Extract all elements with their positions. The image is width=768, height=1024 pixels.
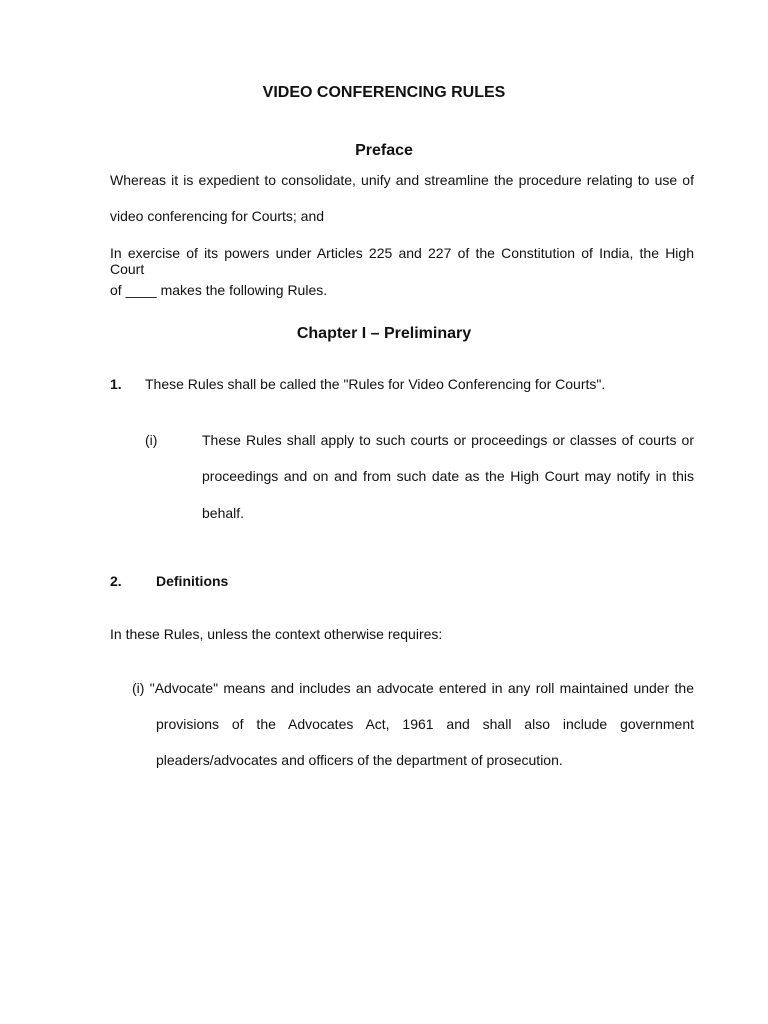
preface-heading: Preface [355, 142, 413, 159]
chapter-1-heading: Chapter I – Preliminary [296, 325, 472, 342]
rule-1-number: 1. [110, 376, 122, 392]
preface-line-3: In exercise of its powers under Articles 225 and 227 of the Constitution of India, the High Court [110, 245, 694, 277]
rule-1-sub-i-line-3: behalf. [202, 505, 245, 521]
rule-1-text: These Rules shall be called the "Rules for Video Conferencing for Courts". [145, 376, 606, 392]
definition-i-line-3: pleaders/advocates and officers of the department of prosecution. [156, 752, 563, 768]
preface-line-2: video conferencing for Courts; and [110, 208, 325, 224]
rule-1-sub-i-label: (i) [145, 432, 158, 448]
preface-line-1: Whereas it is expedient to consolidate, unify and streamline the procedure relating to use of [110, 172, 694, 188]
definition-i-line-2: provisions of the Advocates Act, 1961 and shall also include government [156, 716, 694, 732]
rule-1-sub-i-line-2: proceedings and on and from such date as the High Court may notify in this [202, 468, 694, 484]
preface-line-4: of ____ makes the following Rules. [110, 282, 328, 298]
definition-i-line-1: (i) "Advocate" means and includes an advocate entered in any roll maintained under the [132, 680, 694, 696]
rule-2-intro: In these Rules, unless the context otherwise requires: [110, 626, 443, 642]
rule-1-sub-i-line-1: These Rules shall apply to such courts or proceedings or classes of courts or [202, 432, 694, 448]
rule-2-number: 2. [110, 573, 122, 589]
rule-2-title: Definitions [156, 573, 229, 589]
document-title: VIDEO CONFERENCING RULES [262, 84, 506, 101]
